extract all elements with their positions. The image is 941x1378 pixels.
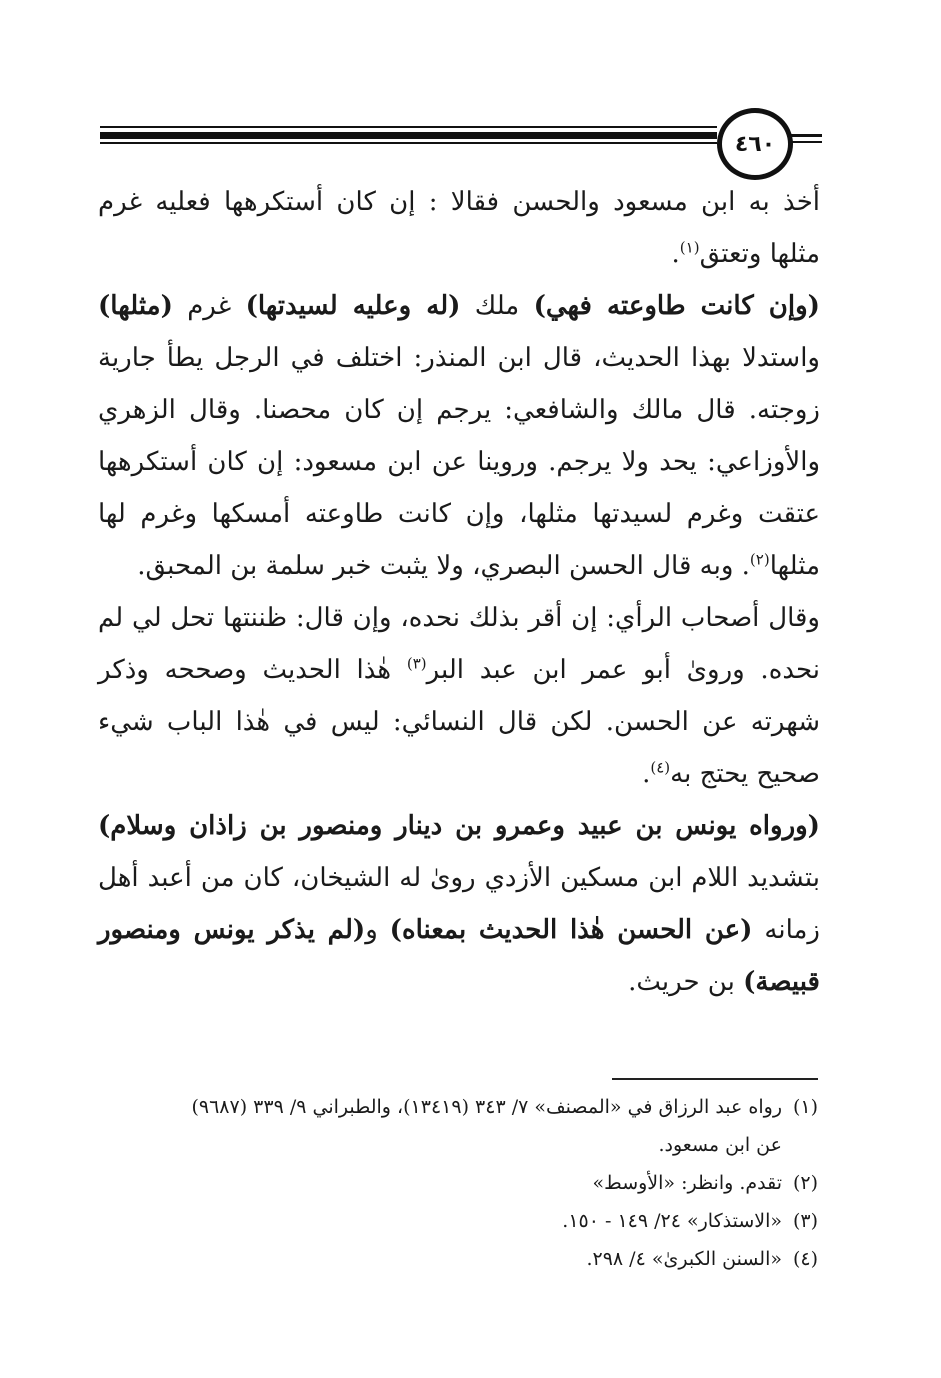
footnote-1-number: (١) [792, 1096, 818, 1118]
paragraph-2-text-2: غرم [172, 291, 246, 321]
footnote-3-number: (٣) [792, 1210, 818, 1232]
footnotes [96, 1088, 818, 1278]
footnote-ref-2: (٢) [749, 550, 770, 569]
paragraph-2-text-4: . وبه قال الحسن البصري، ولا يثبت خبر سلمة بن المحبق. [137, 551, 750, 581]
paragraph-4-bold-3: (لم يذكر يونس ومنصور قبيصة) [98, 915, 820, 997]
paragraph-4-text-1: بتشديد اللام ابن مسكين الأزدي روىٰ له الشيخان، كان من أعبد أهل زمانه [98, 863, 820, 945]
footnote-1-continuation [96, 1126, 818, 1164]
paragraph-2-bold-1: (وإن كانت طاوعته فهي) [533, 291, 820, 321]
paragraph-1-end: . [671, 239, 680, 269]
page-number-badge [717, 108, 793, 180]
paragraph-3-end: . [642, 759, 651, 789]
paragraph-3-text-1: وقال أصحاب الرأي: إن أقر بذلك نحده، وإن قال: ظننتها تحل لي لم نحده. وروىٰ أبو عمر ابن عبد البر [98, 603, 820, 685]
page-number: ٤٦٠ [734, 131, 776, 157]
footnote-separator [612, 1078, 818, 1080]
paragraph-2 [98, 280, 820, 592]
footnote-3-text: «الاستذكار» ٢٤/ ١٤٩ - ١٥٠. [562, 1210, 782, 1232]
footnote-ref-4: (٤) [650, 758, 671, 777]
footnote-2-number: (٢) [792, 1172, 818, 1194]
paragraph-1-text: أخذ به ابن مسعود والحسن فقالا : إن كان أستكرهها فعليه غرم مثلها وتعتق [98, 187, 820, 269]
header-rule-right-bottom [790, 141, 822, 143]
header-rule-right-top [790, 134, 822, 137]
page-header [0, 0, 941, 180]
footnote-ref-1: (١) [679, 238, 700, 257]
header-rule-bottom [100, 142, 717, 144]
paragraph-4-bold-2: (عن الحسن هٰذا الحديث بمعناه) [389, 915, 753, 945]
paragraph-2-bold-3: (مثلها) [98, 291, 173, 321]
footnote-1-cont-text: عن ابن مسعود. [658, 1134, 782, 1156]
paragraph-3-text-2: هٰذا الحديث وصححه وذكر شهرته عن الحسن. لكن قال النسائي: ليس في هٰذا الباب شيء صحيح يحتج به [98, 655, 820, 789]
paragraph-4-bold-1: (ورواه يونس بن عبيد وعمرو بن دينار ومنصور بن زاذان وسلام) [98, 811, 820, 841]
paragraph-2-text-3: واستدلا بهذا الحديث، قال ابن المنذر: اختلف في الرجل يطأ جارية زوجته. قال مالك والشافعي: يرجم إن كان محصنا. وقال الزهري والأوزاعي: يحد ولا يرجم. وروينا عن ابن مسعود: إن كان أستكرهها عتقت وغرم لسيدتها مثلها، وإن كانت طاوعته أمسكها وغرم لها مثلها [98, 343, 820, 581]
paragraph-4 [98, 800, 820, 1008]
footnote-2-text: تقدم. وانظر: «الأوسط» [592, 1172, 782, 1194]
footnote-3 [96, 1202, 818, 1240]
footnote-4-text: «السنن الكبرىٰ» ٤/ ٢٩٨. [586, 1248, 782, 1270]
main-text [98, 176, 820, 1008]
paragraph-2-text-1: ملك [460, 291, 534, 321]
paragraph-4-text-2: و [365, 915, 390, 945]
header-rule-thick [100, 132, 717, 139]
footnote-1 [96, 1088, 818, 1126]
header-rule-top [100, 126, 717, 128]
footnote-1-text: رواه عبد الرزاق في «المصنف» ٧/ ٣٤٣ (١٣٤١٩)، والطبراني ٩/ ٣٣٩ (٩٦٨٧) [191, 1096, 782, 1118]
footnote-4 [96, 1240, 818, 1278]
footnote-2 [96, 1164, 818, 1202]
footnote-4-number: (٤) [792, 1248, 818, 1270]
paragraph-1 [98, 176, 820, 280]
paragraph-4-text-3: بن حريث. [628, 967, 744, 997]
paragraph-3 [98, 592, 820, 800]
paragraph-2-bold-2: (له وعليه لسيدتها) [245, 291, 461, 321]
footnote-ref-3: (٣) [406, 654, 427, 673]
